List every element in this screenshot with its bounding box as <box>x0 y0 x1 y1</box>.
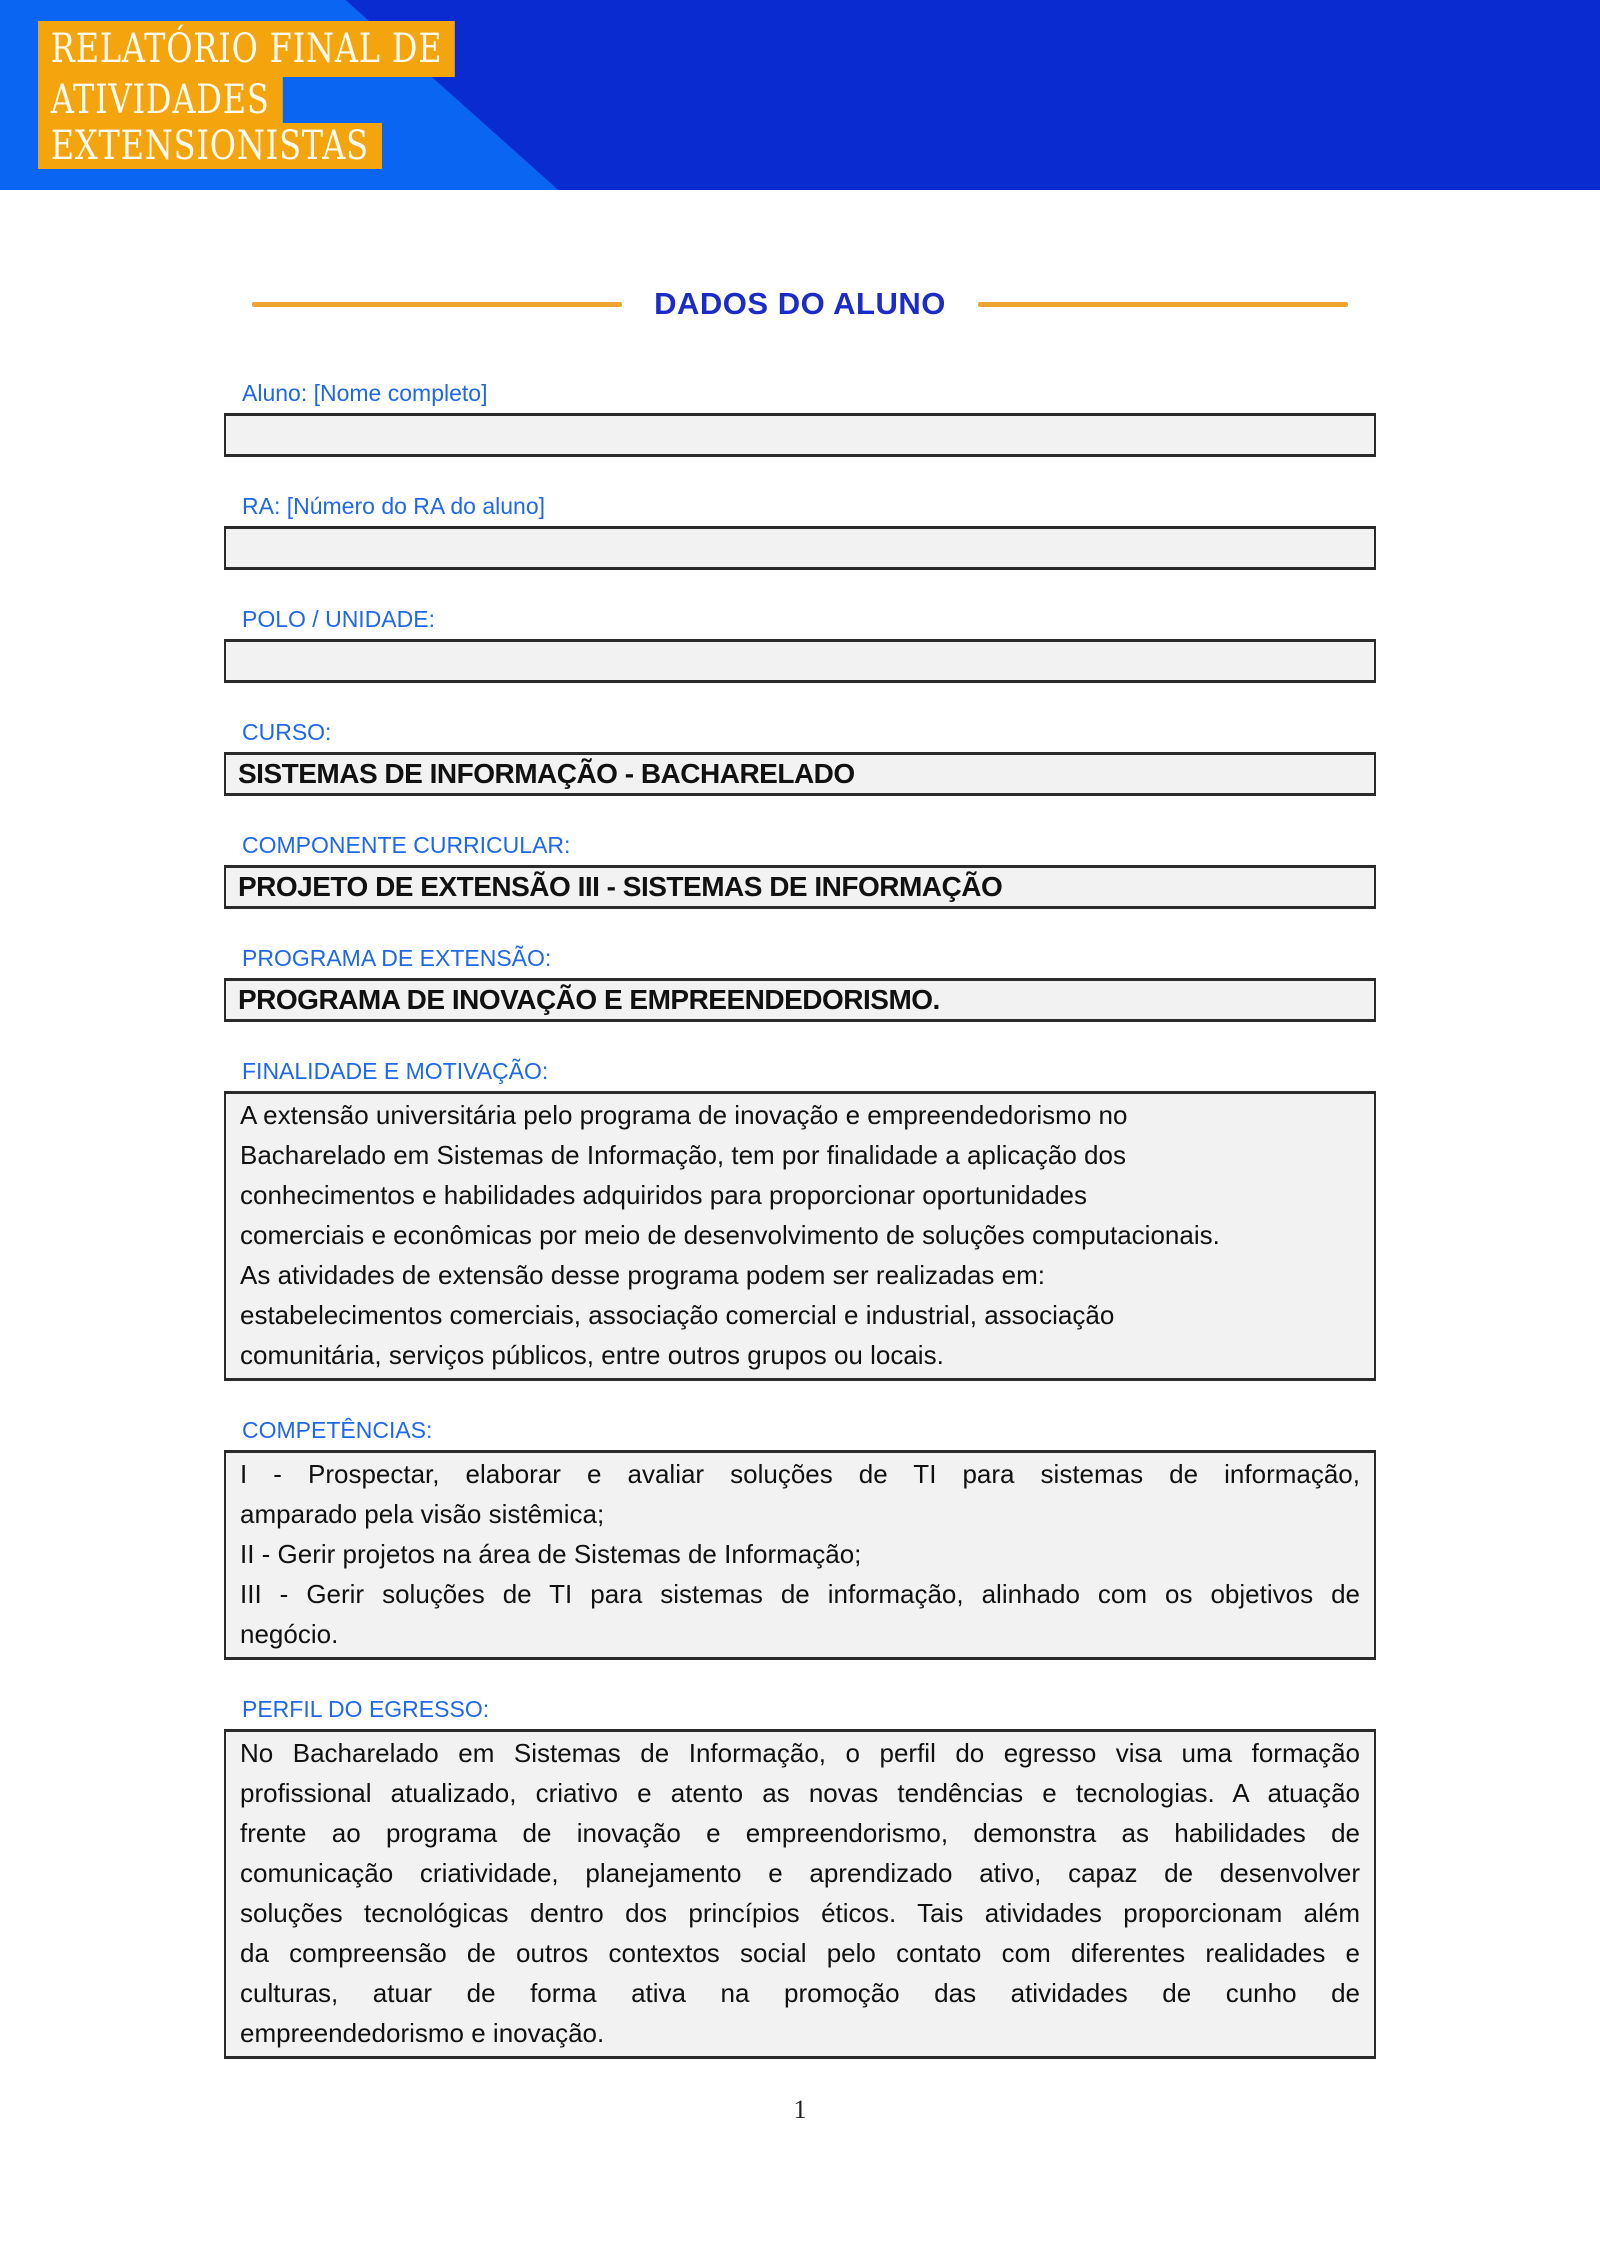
polo-unidade-input[interactable] <box>224 639 1376 683</box>
field-perfil-egresso <box>224 1696 1376 2059</box>
field-curso <box>224 719 1376 796</box>
componente-curricular-value: PROJETO DE EXTENSÃO III - SISTEMAS DE INFORMAÇÃO <box>238 871 1003 902</box>
field-ra <box>224 493 1376 570</box>
header-banner <box>0 0 1600 190</box>
paragraph-line: comunitária, serviços públicos, entre outros grupos ou locais. <box>240 1340 944 1370</box>
programa-extensao-value: PROGRAMA DE INOVAÇÃO E EMPREENDEDORISMO. <box>238 984 940 1015</box>
paragraph-line: negócio. <box>240 1619 339 1649</box>
polo-unidade-label: POLO / UNIDADE: <box>242 606 435 632</box>
field-finalidade-motivacao <box>224 1058 1376 1381</box>
field-componente-curricular <box>224 832 1376 909</box>
banner-title-line-1: RELATÓRIO FINAL DE <box>38 21 455 77</box>
ra-input[interactable] <box>224 526 1376 570</box>
componente-curricular-value-box <box>224 865 1376 909</box>
curso-value: SISTEMAS DE INFORMAÇÃO - BACHARELADO <box>238 758 855 789</box>
title-rule-left <box>252 302 622 307</box>
aluno-label: Aluno: [Nome completo] <box>242 380 488 406</box>
banner-title-box <box>38 21 455 169</box>
page-number: 1 <box>793 2095 807 2124</box>
curso-value-box <box>224 752 1376 796</box>
paragraph-line: soluções tecnológicas dentro dos princípios éticos. Tais atividades proporcionam além <box>240 1898 1360 1928</box>
componente-curricular-label: COMPONENTE CURRICULAR: <box>242 832 571 858</box>
perfil-egresso-text-box <box>224 1729 1376 2059</box>
paragraph-line: comunicação criatividade, planejamento e aprendizado ativo, capaz de desenvolver <box>240 1858 1360 1888</box>
section-title-row <box>224 190 1376 323</box>
programa-extensao-value-box <box>224 978 1376 1022</box>
perfil-egresso-label: PERFIL DO EGRESSO: <box>242 1696 490 1722</box>
banner-title-line-3: EXTENSIONISTAS <box>38 123 382 169</box>
paragraph-line: Bacharelado em Sistemas de Informação, tem por finalidade a aplicação dos <box>240 1140 1126 1170</box>
banner-title-line-2: ATIVIDADES <box>38 77 282 123</box>
competencias-text-box <box>224 1450 1376 1660</box>
paragraph-line: II - Gerir projetos na área de Sistemas de Informação; <box>240 1539 862 1569</box>
paragraph-line: comerciais e econômicas por meio de desenvolvimento de soluções computacionais. <box>240 1220 1220 1250</box>
paragraph-line: amparado pela visão sistêmica; <box>240 1499 605 1529</box>
paragraph-line: culturas, atuar de forma ativa na promoção das atividades de cunho de <box>240 1978 1360 2008</box>
paragraph-line: empreendedorismo e inovação. <box>240 2018 605 2048</box>
paragraph-line: A extensão universitária pelo programa de inovação e empreendedorismo no <box>240 1100 1128 1130</box>
field-programa-extensao <box>224 945 1376 1022</box>
finalidade-motivacao-text-box <box>224 1091 1376 1381</box>
competencias-label: COMPETÊNCIAS: <box>242 1417 433 1443</box>
paragraph-line: estabelecimentos comerciais, associação comercial e industrial, associação <box>240 1300 1115 1330</box>
programa-extensao-label: PROGRAMA DE EXTENSÃO: <box>242 945 552 971</box>
title-rule-right <box>978 302 1348 307</box>
content-column <box>224 190 1376 2125</box>
curso-label: CURSO: <box>242 719 332 745</box>
paragraph-line: da compreensão de outros contextos social pelo contato com diferentes realidades e <box>240 1938 1360 1968</box>
paragraph-line: No Bacharelado em Sistemas de Informação, o perfil do egresso visa uma formação <box>240 1738 1360 1768</box>
ra-label: RA: [Número do RA do aluno] <box>242 493 545 519</box>
paragraph-line: As atividades de extensão desse programa podem ser realizadas em: <box>240 1260 1045 1290</box>
page-title: DADOS DO ALUNO <box>654 286 946 321</box>
aluno-input[interactable] <box>224 413 1376 457</box>
field-aluno <box>224 380 1376 457</box>
paragraph-line: frente ao programa de inovação e empreendorismo, demonstra as habilidades de <box>240 1818 1360 1848</box>
finalidade-motivacao-label: FINALIDADE E MOTIVAÇÃO: <box>242 1058 549 1084</box>
paragraph-line: III - Gerir soluções de TI para sistemas de informação, alinhado com os objetivos de <box>240 1579 1360 1609</box>
form-sections <box>224 380 1376 2059</box>
paragraph-line: conhecimentos e habilidades adquiridos para proporcionar oportunidades <box>240 1180 1088 1210</box>
paragraph-line: profissional atualizado, criativo e atento as novas tendências e tecnologias. A atuação <box>240 1778 1360 1808</box>
field-competencias <box>224 1417 1376 1660</box>
field-polo-unidade <box>224 606 1376 683</box>
paragraph-line: I - Prospectar, elaborar e avaliar soluções de TI para sistemas de informação, <box>240 1459 1360 1489</box>
